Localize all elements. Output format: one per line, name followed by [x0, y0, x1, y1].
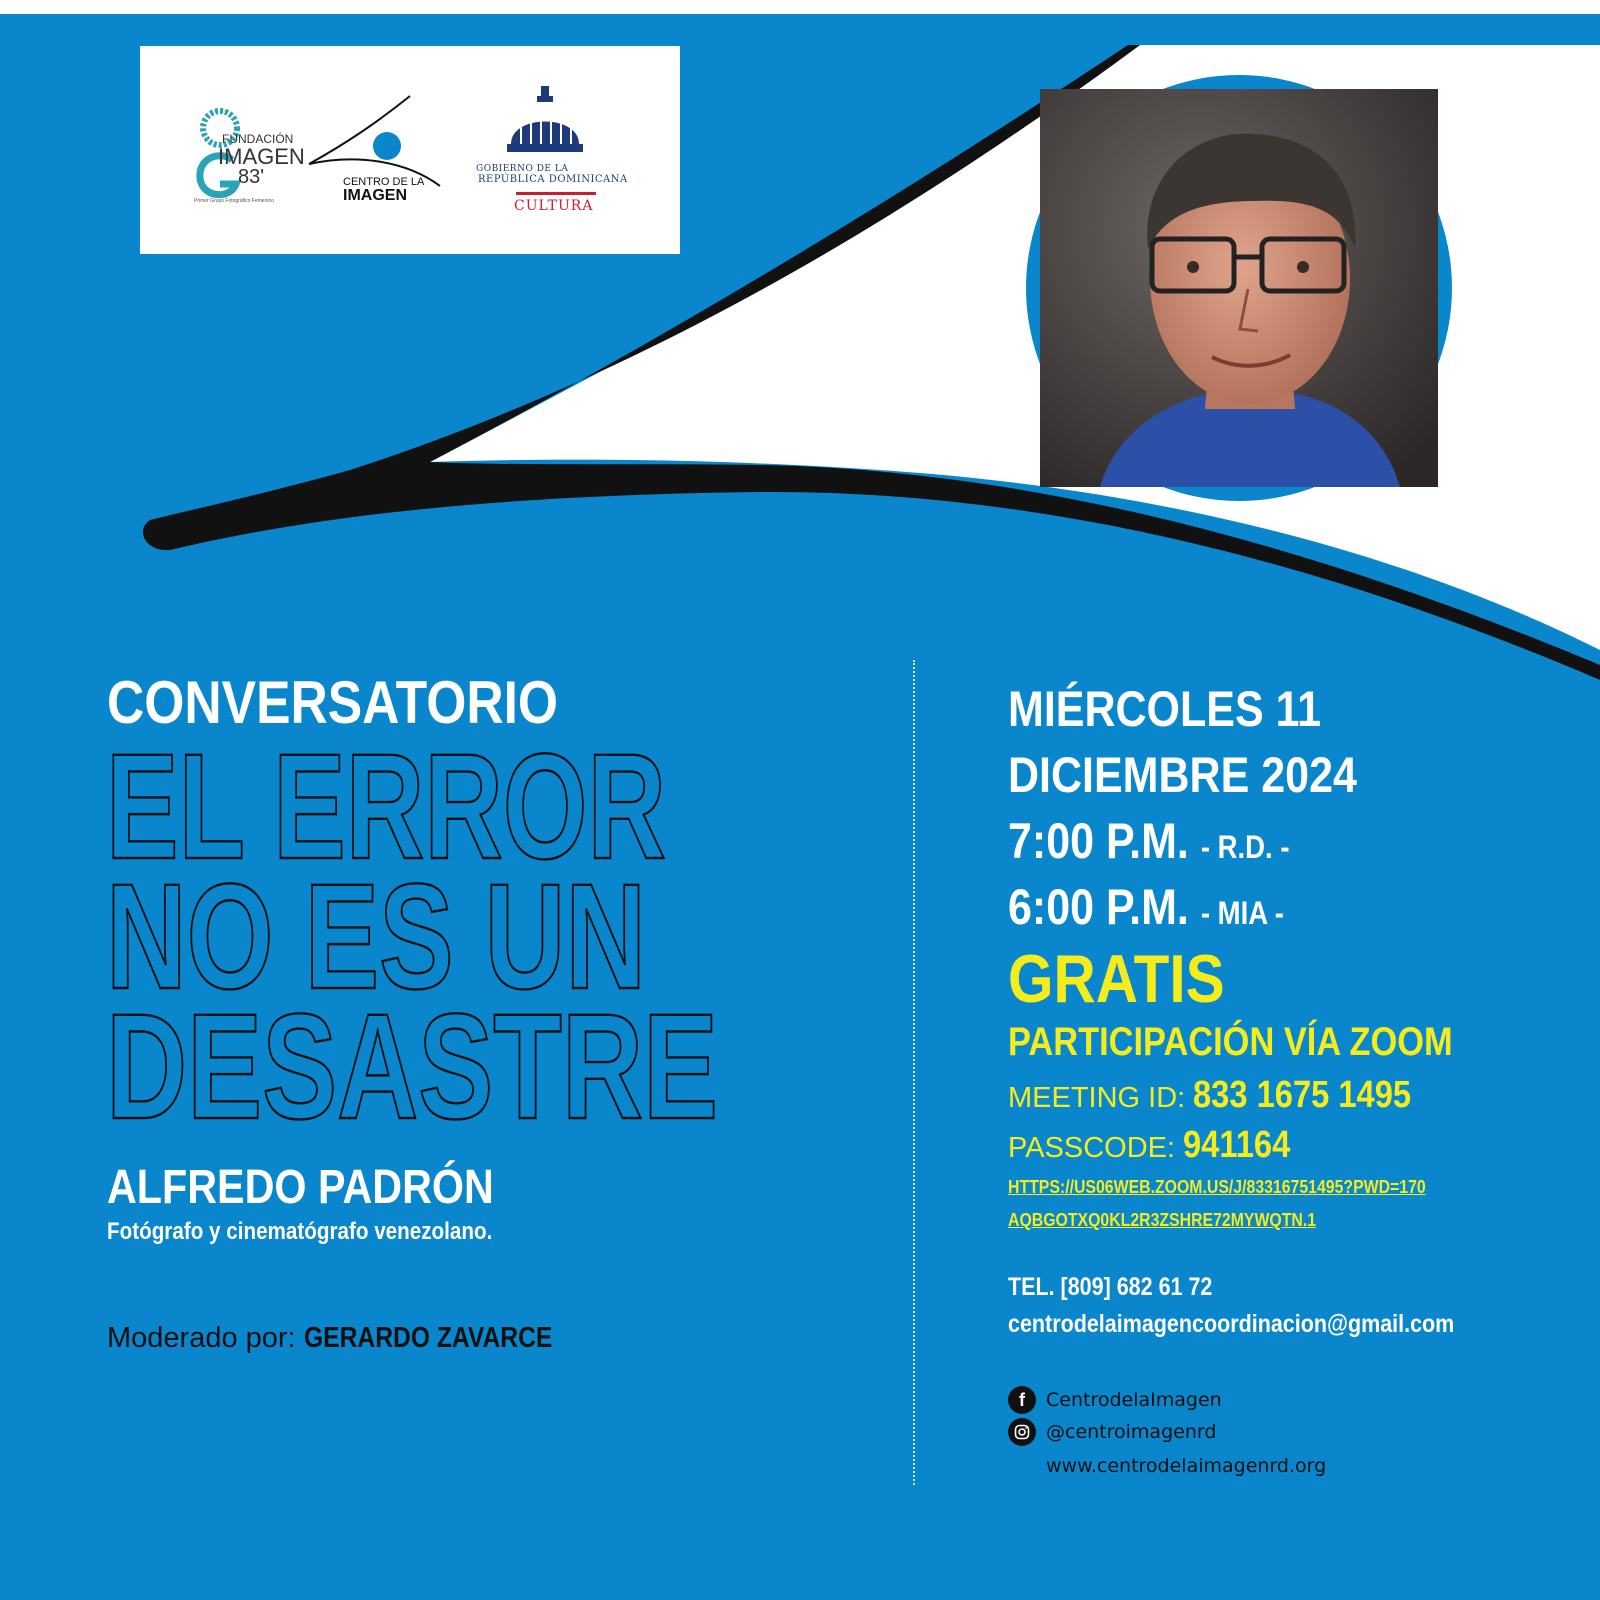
portrait-photo: [1040, 89, 1438, 487]
time-rd: [1008, 812, 1289, 870]
title-line-1: EL ERROR: [106, 722, 666, 890]
logo-box: [140, 46, 680, 254]
instagram-glyph: [1014, 1424, 1030, 1440]
website-link[interactable]: www.centrodelaimagenrd.org: [1046, 1455, 1327, 1477]
fundacion-line3: 83': [238, 166, 265, 188]
platform-label: PARTICIPACIÓN VÍA ZOOM: [1008, 1020, 1453, 1064]
cultura-rule: [516, 192, 596, 195]
event-title: [100, 722, 740, 1150]
time-mia: [1008, 878, 1284, 936]
contact-phone: TEL. [809] 682 61 72: [1008, 1273, 1213, 1301]
gobierno-line2: REPÚBLICA DOMINICANA: [478, 174, 628, 185]
fundacion-tagline: Primer Grupo Fotográfico Femenino: [194, 198, 275, 204]
time-rd-zone: - R.D. -: [1200, 829, 1290, 865]
meeting-id-label: MEETING ID:: [1008, 1082, 1186, 1114]
fundacion-line2: IMAGEN: [218, 144, 305, 169]
price-label: GRATIS: [1008, 941, 1225, 1017]
gobierno-line3: CULTURA: [514, 198, 594, 214]
moderator: [107, 1322, 596, 1355]
centro-line2: IMAGEN: [343, 187, 407, 204]
event-kicker: CONVERSATORIO: [107, 669, 559, 736]
meeting-id: [1008, 1074, 1447, 1117]
instagram-icon[interactable]: [1008, 1418, 1036, 1446]
meeting-id-value: 833 1675 1495: [1193, 1074, 1412, 1116]
speaker-name: ALFREDO PADRÓN: [107, 1161, 494, 1214]
dome-icon: [505, 84, 585, 160]
speaker-description: Fotógrafo y cinematógrafo venezolano.: [107, 1218, 493, 1245]
passcode-label: PASSCODE:: [1008, 1132, 1176, 1164]
event-day: MIÉRCOLES 11: [1008, 681, 1322, 737]
event-month: DICIEMBRE 2024: [1008, 747, 1357, 803]
centro-line1: CENTRO DE LA: [343, 176, 425, 188]
zoom-link-line1[interactable]: HTTPS://US06WEB.ZOOM.US/J/83316751495?PWD=170: [1008, 1177, 1426, 1197]
title-line-2: NO ES UN: [106, 852, 646, 1020]
moderator-label: Moderado por:: [107, 1322, 296, 1354]
title-line-3: DESASTRE: [106, 982, 718, 1150]
gobierno-line1: GOBIERNO DE LA: [476, 164, 569, 174]
facebook-handle[interactable]: CentrodelaImagen: [1046, 1389, 1222, 1411]
facebook-icon[interactable]: f: [1008, 1386, 1036, 1414]
fundacion-line1: FUNDACIÓN: [222, 132, 294, 146]
zoom-link-line2[interactable]: AQBGOTXQ0KL2R3ZSHRE72MYWQTN.1: [1008, 1210, 1317, 1230]
passcode: [1008, 1124, 1308, 1167]
moderator-name: GERARDO ZAVARCE: [303, 1322, 553, 1354]
passcode-value: 941164: [1183, 1124, 1291, 1166]
time-mia-zone: - MIA -: [1200, 895, 1284, 931]
time-mia-value: 6:00 P.M.: [1008, 879, 1189, 935]
instagram-handle[interactable]: @centroimagenrd: [1046, 1421, 1217, 1443]
time-rd-value: 7:00 P.M.: [1008, 813, 1189, 869]
column-divider: [913, 660, 915, 1485]
contact-email[interactable]: centrodelaimagencoordinacion@gmail.com: [1008, 1310, 1455, 1338]
